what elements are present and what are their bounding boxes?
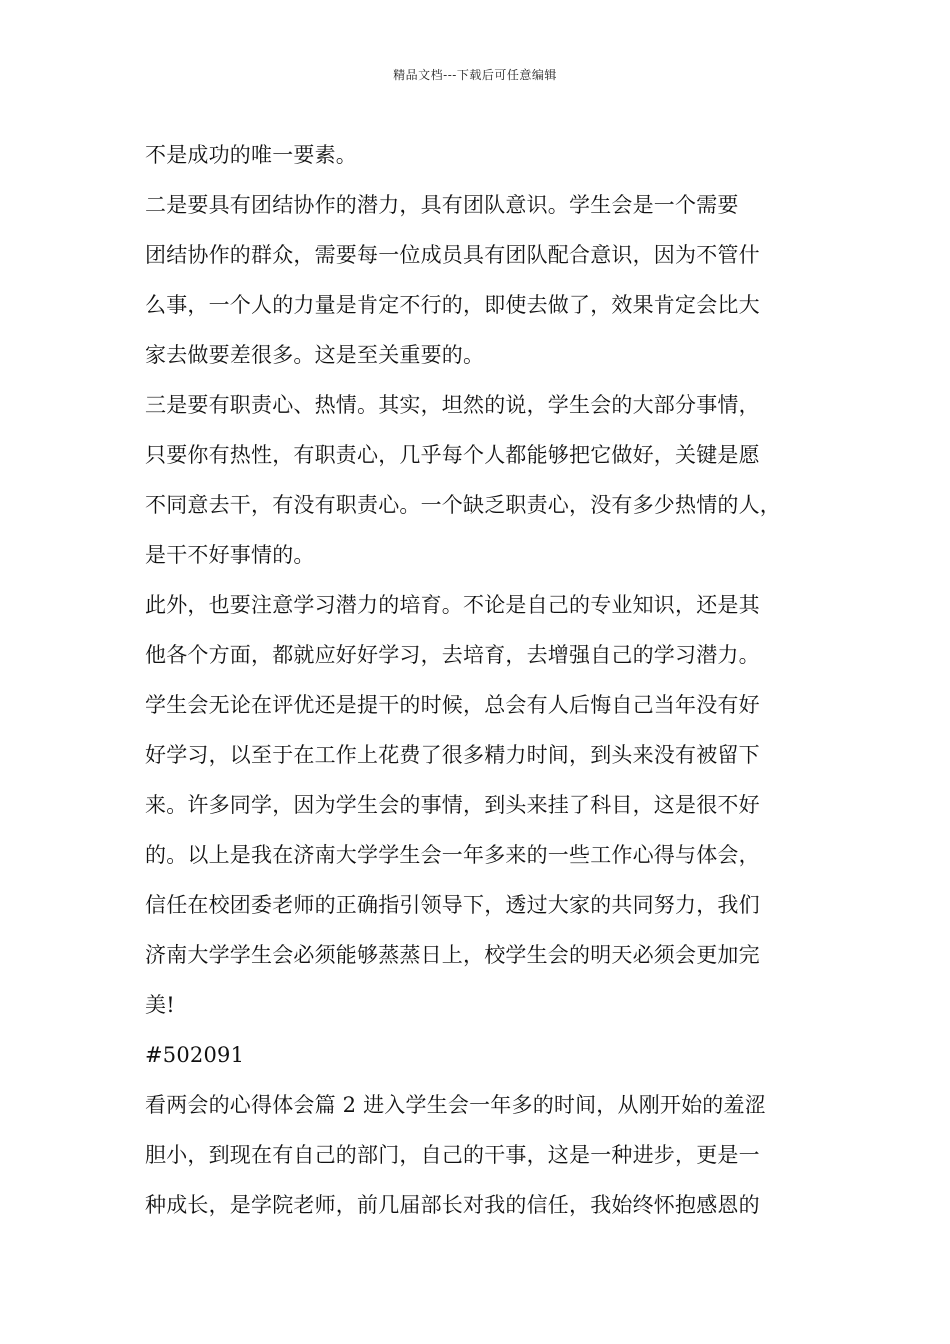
text-line: 来。许多同学，因为学生会的事情，到头来挂了科目，这是很不好 (145, 793, 760, 817)
text-line: 胆小，到现在有自己的部门，自己的干事，这是一种进步，更是一 (145, 1143, 760, 1167)
text-line: 家去做要差很多。这是至关重要的。 (145, 343, 485, 367)
text-line: 种成长，是学院老师，前几届部长对我的信任，我始终怀抱感恩的 (145, 1193, 760, 1217)
page-header: 精品文档---下载后可任意编辑 (393, 68, 557, 82)
text-line: 看两会的心得体会篇 2 进入学生会一年多的时间，从刚开始的羞涩 (145, 1093, 766, 1117)
text-line: 是干不好事情的。 (145, 543, 315, 567)
text-line: 好学习，以至于在工作上花费了很多精力时间，到头来没有被留下 (145, 743, 760, 767)
text-line: 信任在校团委老师的正确指引领导下，透过大家的共同努力，我们 (145, 893, 760, 917)
text-line: 三是要有职责心、热情。其实，坦然的说，学生会的大部分事情， (145, 393, 760, 417)
text-line: 团结协作的群众，需要每一位成员具有团队配合意识，因为不管什 (145, 243, 760, 267)
text-line: 美! (145, 993, 175, 1017)
text-line: 只要你有热性，有职责心，几乎每个人都能够把它做好，关键是愿 (145, 443, 760, 467)
text-line: 他各个方面，都就应好好学习，去培育，去增强自己的学习潜力。 (145, 643, 760, 667)
text-line: 不是成功的唯一要素。 (145, 143, 357, 167)
text-line: 济南大学学生会必须能够蒸蒸日上，校学生会的明天必须会更加完 (145, 943, 760, 967)
text-line: 的。以上是我在济南大学学生会一年多来的一些工作心得与体会， (145, 843, 760, 867)
body-text (145, 130, 835, 1230)
text-line: 学生会无论在评优还是提干的时候，总会有人后悔自己当年没有好 (145, 693, 760, 717)
text-line: 么事，一个人的力量是肯定不行的，即使去做了，效果肯定会比大 (145, 293, 760, 317)
text-line: 此外，也要注意学习潜力的培育。不论是自己的专业知识，还是其 (145, 593, 760, 617)
text-line: #502091 (145, 1043, 245, 1067)
text-line: 二是要具有团结协作的潜力，具有团队意识。学生会是一个需要 (145, 193, 739, 217)
text-line: 不同意去干，有没有职责心。一个缺乏职责心，没有多少热情的人， (145, 493, 781, 517)
